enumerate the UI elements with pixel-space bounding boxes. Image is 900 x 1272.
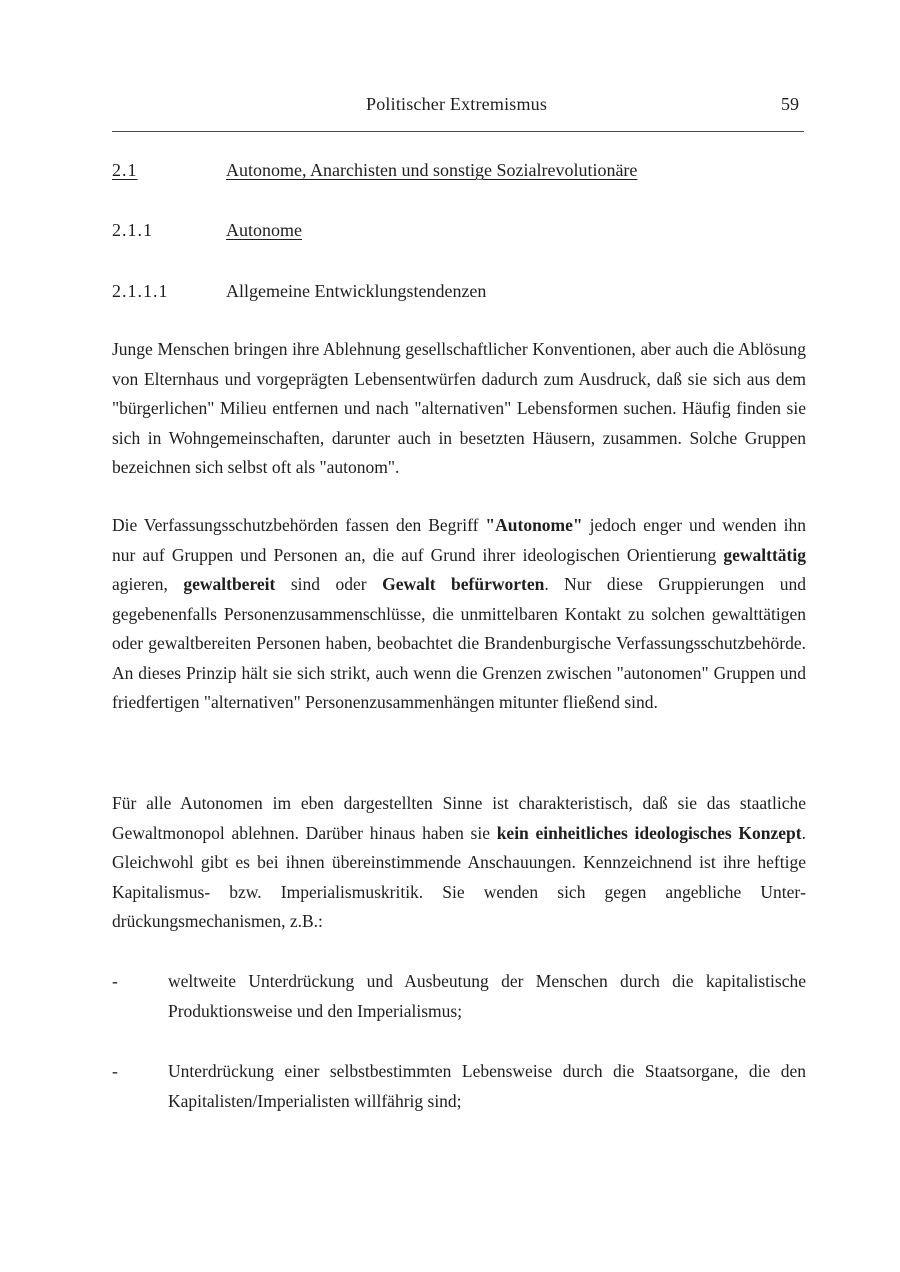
section-title: Autonome, Anarchisten und sonstige Sozialrevolutionäre: [226, 160, 638, 180]
paragraph-characteristics: [112, 789, 806, 937]
list-dash: -: [112, 971, 118, 991]
text-run: agieren,: [112, 574, 184, 594]
bold-term: gewaltbereit: [183, 574, 276, 594]
text-run: Die Verfassungsschutzbehörden fassen den Begriff: [112, 515, 486, 535]
paragraph-intro: Junge Menschen bringen ihre Ablehnung gesellschaftlicher Konventionen, aber auch die Ablösung von Elternhaus und vorgeprägten Lebensentwürfen dadurch zum Ausdruck, daß sie sich aus dem "bürgerlichen" Milieu entfernen und nach "alternativen" Lebensformen suchen. Häufig finden sie sich in Wohngemeinschaften, darunter auch in besetzten Häusern, zusammen. Solche Gruppen bezeichnen sich selbst oft als "autonom".: [112, 339, 806, 477]
text-run: . Nur diese Gruppierungen und gegebenenfalls Personenzusammenschlüsse, die unmittelbaren Kontakt zu solchen gewalttätigen oder gewaltbereiten Personen haben, beobachtet die Brandenburgische Verfassungsschutzbehörde. An dieses Prinzip hält sie sich strikt, auch wenn die Grenzen zwischen "autonomen" Gruppen und friedfertigen "alternativen" Personenzusammenhängen mitunter fließend sind.: [112, 574, 806, 712]
section-number: 2.1: [112, 160, 138, 180]
list-dash: -: [112, 1061, 118, 1081]
paragraph-definition: [112, 511, 806, 718]
section-title: Allgemeine Entwicklungstendenzen: [226, 281, 487, 301]
section-title: Autonome: [226, 220, 302, 240]
text-run: . Gleichwohl gibt es bei ihnen übereinstimmende Anschauungen. Kennzeichnend ist ihre heftige Kapitalismus- bzw. Imperialismuskritik. Sie wenden sich gegen angebliche Unterdrückungsmechanismen, z.B.:: [112, 822, 806, 931]
bold-term: Gewalt befürworten: [382, 574, 545, 594]
header-divider: [112, 131, 804, 132]
page-number: 59: [781, 94, 799, 114]
text-run: Für alle Autonomen im eben dargestellten Sinne ist charakteristisch, daß sie das staatliche Gewaltmonopol ablehnen. Darüber hinaus haben sie: [112, 793, 806, 843]
section-number: 2.1.1.1: [112, 281, 169, 301]
bold-term: kein einheitliches ideologisches Konzept: [496, 822, 802, 843]
section-number: 2.1.1: [112, 220, 153, 240]
bold-term: gewalttätig: [723, 544, 806, 565]
bold-term: "Autonome": [485, 515, 583, 535]
list-item-text: weltweite Unterdrückung und Ausbeutung der Menschen durch die kapitalistische Produktionsweise und den Imperialismus;: [168, 971, 806, 1021]
text-run: sind oder: [275, 574, 383, 594]
text-run: jedoch enger und wenden ihn nur auf Gruppen und Personen an, die auf Grund ihrer ideologischen Orientierung: [112, 515, 807, 565]
list-item-text: Unterdrückung einer selbstbestimmten Lebensweise durch die Staatsorgane, die den Kapitalisten/Imperialisten willfährig sind;: [168, 1061, 806, 1111]
running-title: Politischer Extremismus: [366, 94, 548, 114]
